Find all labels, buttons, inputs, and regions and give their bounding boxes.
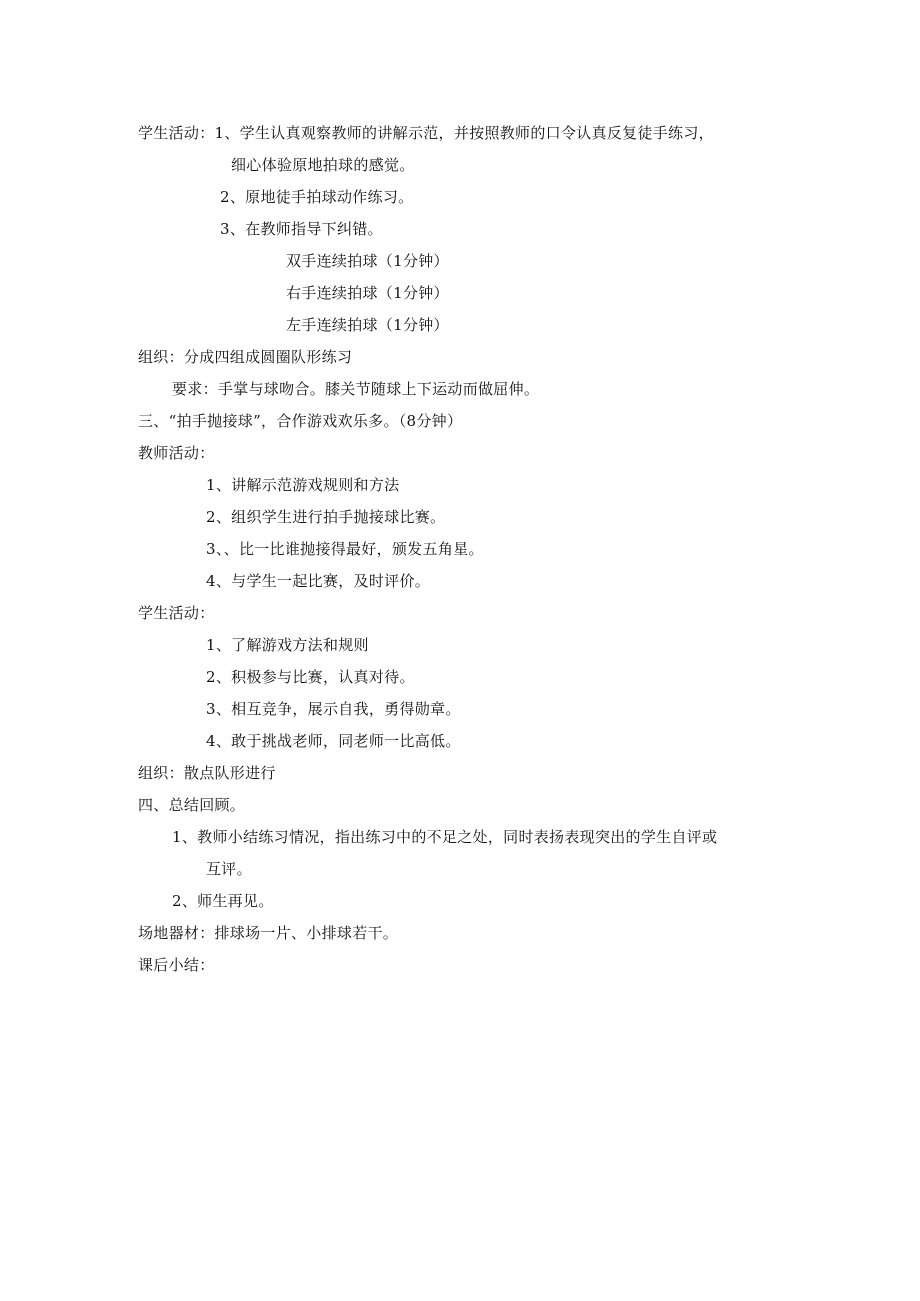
- student-activity-label: 学生活动：: [138, 604, 215, 622]
- student-activity-item: 4、敢于挑战老师，同老师一比高低。: [206, 732, 461, 750]
- student-activity-item: 2、积极参与比赛，认真对待。: [206, 668, 415, 686]
- practice-sub-item: 右手连续拍球（1分钟）: [286, 284, 449, 302]
- organization-line: 组织：分成四组成圆圈队形练习: [138, 348, 353, 366]
- teacher-activity-label: 教师活动：: [138, 444, 215, 462]
- teacher-activity-item: 2、组织学生进行拍手抛接球比赛。: [206, 508, 446, 526]
- student-activity-item: 1、学生认真观察教师的讲解示范，并按照教师的口令认真反复徒手练习，: [214, 124, 714, 142]
- section-3-heading: 三、“拍手抛接球”，合作游戏欢乐多。（8分钟）: [138, 412, 463, 430]
- summary-item: 1、教师小结练习情况，指出练习中的不足之处，同时表扬表现突出的学生自评或: [172, 828, 718, 846]
- practice-sub-item: 双手连续拍球（1分钟）: [286, 252, 449, 270]
- student-activity-item: 2、原地徒手拍球动作练习。: [220, 188, 414, 206]
- practice-sub-item: 左手连续拍球（1分钟）: [286, 316, 449, 334]
- student-activity-item: 3、在教师指导下纠错。: [220, 220, 383, 238]
- organization-line: 组织：散点队形进行: [138, 764, 276, 782]
- summary-item: 2、师生再见。: [172, 892, 274, 910]
- student-activity-item: 1、了解游戏方法和规则: [206, 636, 369, 654]
- student-activity-item-continuation: 细心体验原地拍球的感觉。: [231, 156, 415, 174]
- student-activity-1-line-1: [138, 123, 714, 143]
- student-activity-item: 3、相互竞争，展示自我，勇得勋章。: [206, 700, 461, 718]
- summary-item-continuation: 互评。: [206, 860, 252, 878]
- student-activity-label: 学生活动：: [138, 124, 215, 142]
- requirement-line: 要求：手掌与球吻合。膝关节随球上下运动而做屈伸。: [172, 380, 540, 398]
- equipment-line: 场地器材：排球场一片、小排球若干。: [138, 924, 399, 942]
- teacher-activity-item: 4、与学生一起比赛，及时评价。: [206, 572, 431, 590]
- section-4-heading: 四、总结回顾。: [138, 796, 246, 814]
- teacher-activity-item: 1、讲解示范游戏规则和方法: [206, 476, 400, 494]
- teacher-activity-item: 3、、比一比谁抛接得最好，颁发五角星。: [206, 540, 484, 558]
- after-class-summary-label: 课后小结：: [138, 956, 215, 974]
